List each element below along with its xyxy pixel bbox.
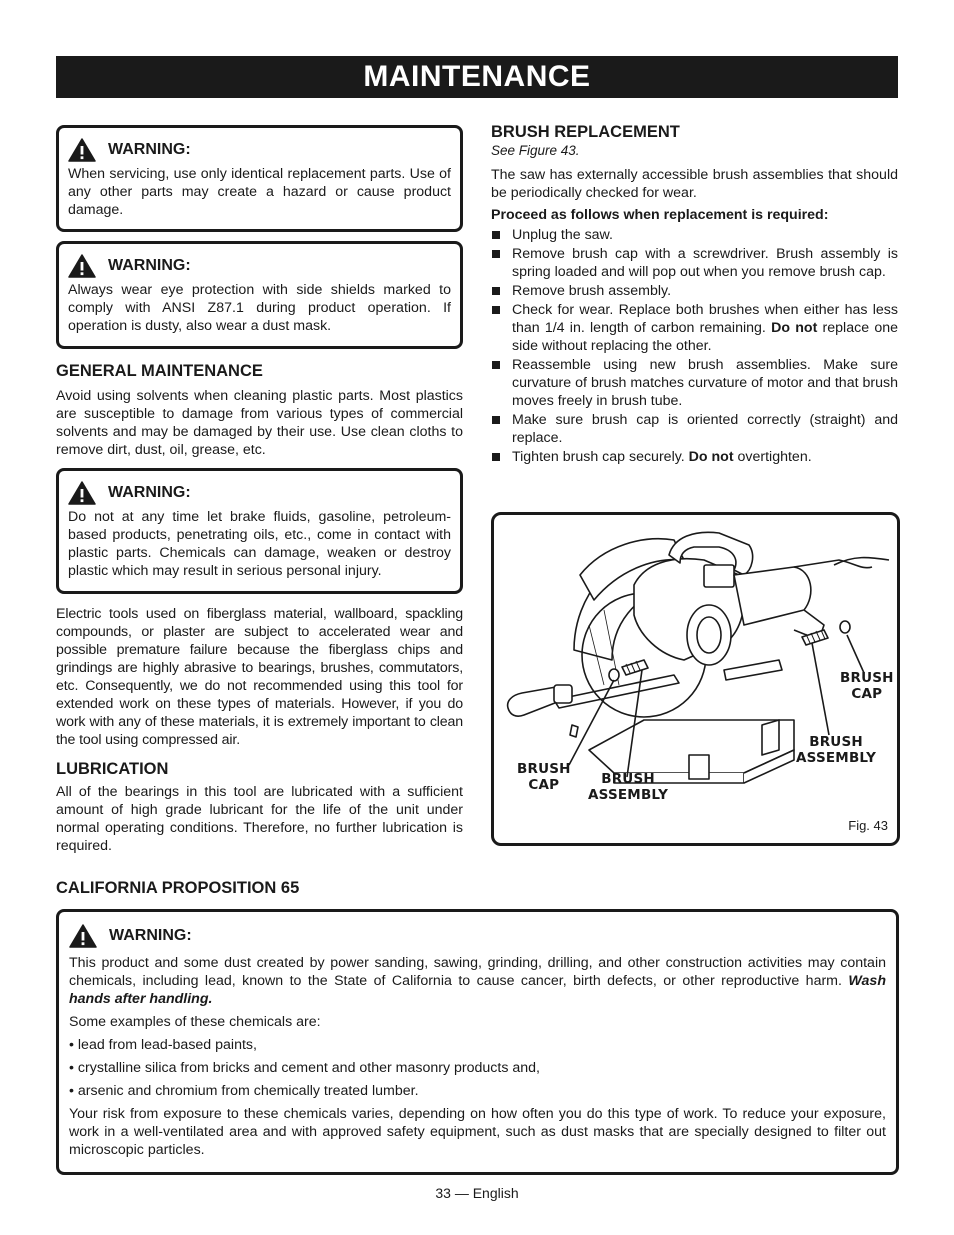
label-line: CAP <box>851 686 883 702</box>
label-line: BRUSH <box>517 761 571 777</box>
label-brush-assembly-left <box>588 771 668 803</box>
figure-43 <box>491 512 900 846</box>
list-item: Make sure brush cap is oriented correctly (straight) and replace. <box>491 411 898 447</box>
label-line: BRUSH <box>809 734 863 750</box>
list-item: • arsenic and chromium from chemically treated lumber. <box>69 1083 419 1099</box>
page-title: MAINTENANCE <box>56 56 898 98</box>
procedure-heading: Proceed as follows when replacement is required: <box>491 207 829 223</box>
warning-box-replacement-parts <box>56 125 463 232</box>
section-heading-general-maintenance: GENERAL MAINTENANCE <box>56 362 263 380</box>
general-maintenance-paragraph: Avoid using solvents when cleaning plastic parts. Most plastics are susceptible to damage from various types of commercial solvents and may be damaged by their use. Use clean cloths to remove dirt, dust, oil, grease, etc. <box>56 388 463 458</box>
prop65-risk-paragraph: Your risk from exposure to these chemicals varies, depending on how often you do this type of work. To reduce your exposure, work in a well-ventilated area and with approved safety equipment, such as dust masks that are specially designed to filter out microscopic particles. <box>69 1106 886 1158</box>
warning-text: Do not at any time let brake fluids, gasoline, petroleum-based products, penetrating oils, etc., come in contact with plastic parts. Chemicals can damage, weaken or destroy plastic which may result in serious personal injury. <box>68 509 451 579</box>
figure-caption: Fig. 43 <box>848 818 888 833</box>
warning-triangle-icon <box>68 138 96 162</box>
label-brush-cap-right <box>840 670 894 702</box>
label-line: BRUSH <box>840 670 894 686</box>
left-column <box>56 125 463 855</box>
list-item: • crystalline silica from bricks and cement and other masonry products and, <box>69 1060 540 1076</box>
lubrication-paragraph: All of the bearings in this tool are lubricated with a sufficient amount of high grade lubricant for the life of the unit under normal operating conditions. Therefore, no further lubrication is required. <box>56 784 463 854</box>
warning-label: WARNING: <box>108 484 191 501</box>
section-heading-california: CALIFORNIA PROPOSITION 65 <box>56 879 300 897</box>
brush-steps-list <box>491 226 898 466</box>
list-item: • lead from lead-based paints, <box>69 1037 257 1053</box>
fiberglass-paragraph: Electric tools used on fiberglass material, wallboard, spackling compounds, or plaster are subject to accelerated wear and possible premature failure because the fiberglass chips and grindings are highly abrasive to bearings, brushes, commutators, etc. Consequently, we do not recommended using this tool for extended work on these types of materials. However, if you do work with any of these materials, it is extremely important to clean the tool using compressed air. <box>56 606 463 748</box>
warning-text: Always wear eye protection with side shields marked to comply with ANSI Z87.1 during product operation. If operation is dusty, also wear a dust mask. <box>68 282 451 334</box>
warning-triangle-icon <box>69 924 97 948</box>
list-item-text: Tighten brush cap securely. <box>512 449 689 465</box>
prop65-paragraph <box>69 954 886 1008</box>
warning-text: When servicing, use only identical replacement parts. Use of any other parts may create a hazard or cause product damage. <box>68 166 451 218</box>
warning-header <box>68 254 451 278</box>
page-footer: 33 — English <box>435 1185 519 1201</box>
warning-triangle-icon <box>68 254 96 278</box>
list-item-text: replace one side without replacing the other. <box>512 320 898 354</box>
warning-label: WARNING: <box>109 927 192 944</box>
california-warning-box <box>56 909 899 1175</box>
list-item-text: overtighten. <box>733 449 812 465</box>
warning-label: WARNING: <box>108 141 191 158</box>
warning-triangle-icon <box>68 481 96 505</box>
brush-intro-paragraph: The saw has externally accessible brush assemblies that should be periodically checked for wear. <box>491 167 898 201</box>
warning-header <box>68 138 451 162</box>
warning-box-chemicals <box>56 468 463 594</box>
miter-saw-illustration <box>494 515 897 843</box>
list-item: Reassemble using new brush assemblies. Make sure curvature of brush matches curvature of motor and that brush moves freely in brush tube. <box>491 356 898 410</box>
list-item: Remove brush cap with a screwdriver. Brush assembly is spring loaded and will pop out when you remove brush cap. <box>491 245 898 281</box>
label-brush-assembly-right <box>796 734 876 766</box>
figure-reference: See Figure 43. <box>491 143 580 158</box>
right-column <box>491 122 898 467</box>
list-item: Unplug the saw. <box>491 226 898 244</box>
warning-label: WARNING: <box>108 257 191 274</box>
emphasis-text: Wash hands after handling. <box>69 973 886 1007</box>
emphasis-text: Do not <box>771 320 818 336</box>
label-line: CAP <box>528 777 560 793</box>
section-heading-brush-replacement: BRUSH REPLACEMENT <box>491 123 680 141</box>
list-item <box>491 301 898 355</box>
label-brush-cap-left <box>517 761 571 793</box>
list-item-text: Check for wear. Replace both brushes when either has less than 1/4 in. length of carbon remaining. <box>512 302 898 336</box>
label-line: ASSEMBLY <box>588 787 669 803</box>
label-line: BRUSH <box>601 771 655 787</box>
warning-header <box>68 481 451 505</box>
label-line: ASSEMBLY <box>796 750 877 766</box>
prop65-examples-intro: Some examples of these chemicals are: <box>69 1014 321 1030</box>
list-item <box>491 448 898 466</box>
warning-box-prop65 <box>56 909 899 1175</box>
emphasis-text: Do not <box>688 449 734 465</box>
warning-box-eye-protection <box>56 241 463 349</box>
section-heading-lubrication: LUBRICATION <box>56 760 169 778</box>
prop65-text: This product and some dust created by power sanding, sawing, grinding, drilling, and other construction activities may contain chemicals, including lead, known to the State of California to cause cancer, birth defects, or other reproductive harm. <box>69 955 886 989</box>
warning-header <box>69 924 886 948</box>
list-item: Remove brush assembly. <box>491 282 898 300</box>
